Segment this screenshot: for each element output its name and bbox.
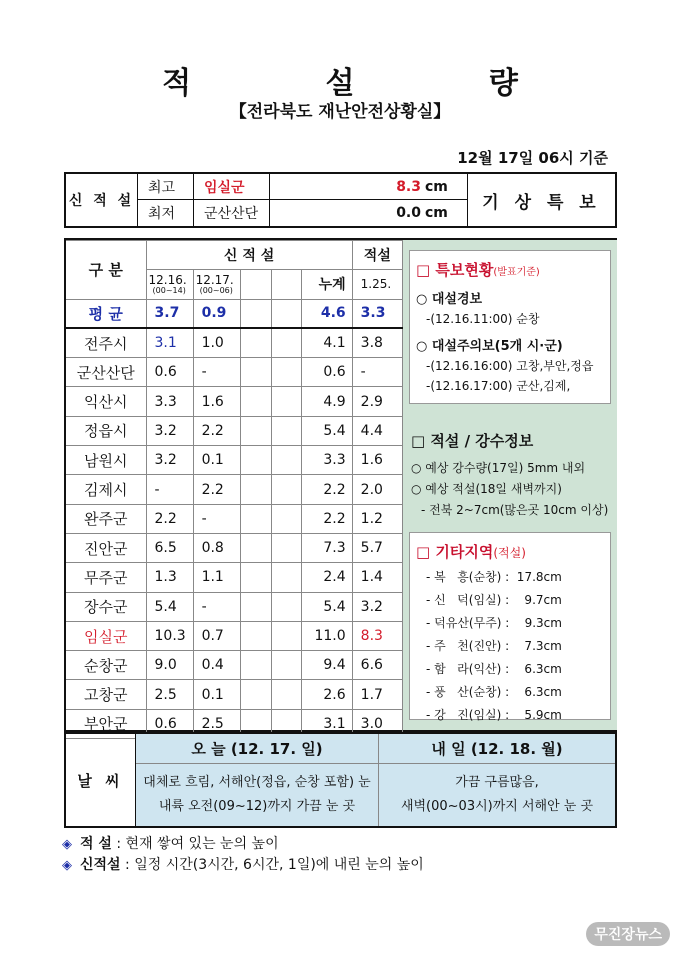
cell-day1: 2.2 — [146, 504, 193, 533]
info-panel — [403, 240, 617, 730]
min-label: 최저 — [138, 200, 194, 226]
row-name: 익산시 — [66, 387, 146, 416]
cell-depth: 3.0 — [352, 709, 402, 738]
row-name: 무주군 — [66, 563, 146, 592]
empty-cell — [240, 563, 271, 592]
summary-max-row — [138, 174, 468, 200]
row-name: 고창군 — [66, 680, 146, 709]
cell-day2: 1.6 — [193, 387, 240, 416]
cell-day2: 2.2 — [193, 475, 240, 504]
new-snow-header: 신 적 설 — [146, 241, 352, 270]
cell-cumulative: 4.6 — [302, 299, 352, 328]
min-place: 군산산단 — [194, 200, 270, 226]
cell-depth: 1.2 — [352, 504, 402, 533]
row-name: 완주군 — [66, 504, 146, 533]
cell-day1: 3.1 — [146, 328, 193, 357]
snow-info — [411, 426, 611, 518]
cell-day2: 0.1 — [193, 446, 240, 475]
today-forecast — [136, 764, 379, 826]
table-row — [66, 446, 403, 475]
cell-cumulative: 5.4 — [302, 592, 352, 621]
empty-cell — [271, 680, 302, 709]
cell-depth: 2.0 — [352, 475, 402, 504]
col-d1 — [146, 270, 193, 299]
col-depth: 1.25. — [352, 270, 402, 299]
empty-cell — [240, 270, 271, 299]
cell-cumulative: 2.4 — [302, 563, 352, 592]
cell-cumulative: 0.6 — [302, 358, 352, 387]
cell-day2: - — [193, 592, 240, 621]
footnote-snow-depth — [62, 834, 424, 855]
cell-day1: 10.3 — [146, 621, 193, 650]
cell-depth: 5.7 — [352, 533, 402, 562]
warning-card — [409, 250, 611, 404]
cell-cumulative: 2.2 — [302, 504, 352, 533]
footnote-2-key: 신적설 — [80, 857, 121, 873]
cell-day1: 0.6 — [146, 358, 193, 387]
warning-title: □ 특보현황 — [416, 261, 494, 279]
footnote-1-key: 적 설 — [80, 836, 112, 852]
cell-cumulative: 4.9 — [302, 387, 352, 416]
cell-cumulative: 2.6 — [302, 680, 352, 709]
empty-cell — [240, 387, 271, 416]
col-cum: 누계 — [302, 270, 352, 299]
empty-cell — [240, 446, 271, 475]
cell-depth: 3.3 — [352, 299, 402, 328]
cell-day1: - — [146, 475, 193, 504]
empty-cell — [240, 358, 271, 387]
empty-cell — [240, 299, 271, 328]
cell-day1: 9.0 — [146, 651, 193, 680]
table-row — [66, 387, 403, 416]
footnotes — [62, 834, 424, 876]
cell-day1: 1.3 — [146, 563, 193, 592]
cell-day1: 6.5 — [146, 533, 193, 562]
other-area-card — [409, 532, 611, 720]
empty-cell — [271, 533, 302, 562]
snow-info-line-2: ○ 예상 적설(18일 새벽까지) — [411, 482, 562, 496]
table-row — [66, 621, 403, 650]
other-area-item: - 신 덕(임실) : 9.7cm — [426, 593, 562, 607]
empty-cell — [240, 475, 271, 504]
snow-info-line-1: ○ 예상 강수량(17일) 5mm 내외 — [411, 461, 586, 475]
row-name: 전주시 — [66, 328, 146, 357]
cell-day2: - — [193, 504, 240, 533]
footnote-1-text: : 현재 쌓여 있는 눈의 높이 — [116, 836, 279, 852]
cell-cumulative: 3.1 — [302, 709, 352, 738]
empty-cell — [271, 328, 302, 357]
empty-cell — [271, 651, 302, 680]
weather-section — [64, 732, 617, 828]
other-area-item: - 복 흥(순창) : 17.8cm — [426, 570, 562, 584]
cell-depth: 3.2 — [352, 592, 402, 621]
advisory-detail-2: -(12.16.17:00) 군산,김제, — [426, 379, 571, 393]
warning-title-sub: (발표기준) — [493, 267, 540, 278]
tomorrow-header: 내 일 (12. 18. 월) — [379, 734, 615, 764]
snow-info-title: □ 적설 / 강수정보 — [411, 432, 534, 450]
table-row — [66, 592, 403, 621]
cell-day2: 0.9 — [193, 299, 240, 328]
empty-cell — [271, 475, 302, 504]
empty-cell — [271, 416, 302, 445]
new-snow-summary — [64, 172, 617, 228]
col-d1-label: 12.16. — [148, 272, 187, 287]
tomorrow-line-1: 가끔 구름많음, — [455, 775, 539, 790]
snow-info-line-3: - 전북 2~7cm(많은곳 10cm 이상) — [421, 503, 609, 517]
cell-depth: 6.6 — [352, 651, 402, 680]
today-line-1: 대체로 흐림, 서해안(정읍, 순창 포함) 눈 — [143, 775, 371, 790]
cell-cumulative: 9.4 — [302, 651, 352, 680]
row-name: 군산산단 — [66, 358, 146, 387]
heavy-snow-warning: ○ 대설경보 — [416, 292, 483, 307]
col-d2 — [193, 270, 240, 299]
diamond-bullet-icon: ◈ — [62, 858, 72, 873]
diamond-bullet-icon: ◈ — [62, 837, 72, 852]
heavy-snow-detail: -(12.16.11:00) 순창 — [426, 312, 540, 326]
row-name: 장수군 — [66, 592, 146, 621]
cell-day1: 2.5 — [146, 680, 193, 709]
cell-day2: 0.4 — [193, 651, 240, 680]
cell-depth: - — [352, 358, 402, 387]
empty-cell — [271, 563, 302, 592]
empty-cell — [271, 446, 302, 475]
cell-day1: 3.2 — [146, 446, 193, 475]
col-d1-sub: (00~14) — [152, 285, 186, 295]
cell-day1: 0.6 — [146, 709, 193, 738]
cell-cumulative: 4.1 — [302, 328, 352, 357]
cell-depth: 1.4 — [352, 563, 402, 592]
other-area-item: - 주 천(진안) : 7.3cm — [426, 639, 562, 653]
empty-cell — [240, 592, 271, 621]
cell-cumulative: 11.0 — [302, 621, 352, 650]
max-unit: cm — [425, 174, 468, 199]
cell-day1: 3.7 — [146, 299, 193, 328]
row-name: 평 균 — [66, 299, 146, 328]
watermark-logo: 무진장뉴스 — [586, 922, 670, 946]
other-area-item: - 덕유산(무주) : 9.3cm — [426, 616, 562, 630]
min-value: 0.0 — [396, 205, 421, 221]
cell-day2: 1.1 — [193, 563, 240, 592]
average-row — [66, 299, 403, 328]
empty-cell — [240, 680, 271, 709]
empty-cell — [240, 533, 271, 562]
row-name: 부안군 — [66, 709, 146, 738]
min-unit: cm — [425, 200, 468, 226]
col-d2-sub: (00~06) — [199, 285, 233, 295]
summary-min-row — [138, 200, 468, 226]
today-header: 오 늘 (12. 17. 일) — [136, 734, 379, 764]
other-title-sub: (적설) — [493, 546, 526, 560]
snow-depth-header: 적설 — [352, 241, 402, 270]
row-name: 순창군 — [66, 651, 146, 680]
row-name: 진안군 — [66, 533, 146, 562]
advisory-detail-1: -(12.16.16:00) 고창,부안,정읍 — [426, 359, 594, 373]
cell-depth: 1.6 — [352, 446, 402, 475]
cell-day2: 0.8 — [193, 533, 240, 562]
row-name: 김제시 — [66, 475, 146, 504]
cell-day2: 1.0 — [193, 328, 240, 357]
empty-cell — [240, 651, 271, 680]
snow-table — [66, 240, 403, 739]
table-row — [66, 680, 403, 709]
cell-cumulative: 2.2 — [302, 475, 352, 504]
table-row — [66, 328, 403, 357]
page-title: 적 설 량 — [162, 66, 580, 101]
cell-day2: - — [193, 358, 240, 387]
table-row — [66, 358, 403, 387]
today-line-2: 내륙 오전(09~12)까지 가끔 눈 곳 — [158, 799, 356, 814]
cell-cumulative: 5.4 — [302, 416, 352, 445]
cell-day1: 3.3 — [146, 387, 193, 416]
summary-label: 신 적 설 — [66, 174, 138, 226]
tomorrow-line-2: 새벽(00~03시)까지 서해안 눈 곳 — [400, 799, 594, 814]
cell-depth: 1.7 — [352, 680, 402, 709]
cell-cumulative: 7.3 — [302, 533, 352, 562]
row-name: 정읍시 — [66, 416, 146, 445]
table-row — [66, 563, 403, 592]
empty-cell — [271, 299, 302, 328]
empty-cell — [240, 416, 271, 445]
cell-day1: 3.2 — [146, 416, 193, 445]
cell-depth: 4.4 — [352, 416, 402, 445]
other-area-item: - 강 진(임실) : 5.9cm — [426, 708, 562, 722]
warning-header: 기 상 특 보 — [482, 192, 601, 213]
max-value: 8.3 — [396, 178, 421, 195]
col-group-label: 구 분 — [66, 241, 146, 300]
empty-cell — [240, 504, 271, 533]
max-place: 임실군 — [194, 174, 270, 199]
max-label: 최고 — [138, 174, 194, 199]
table-row — [66, 475, 403, 504]
other-area-item: - 풍 산(순창) : 6.3cm — [426, 685, 562, 699]
basis-time: 12월 17일 06시 기준 — [457, 149, 608, 167]
row-name: 임실군 — [66, 621, 146, 650]
table-row — [66, 533, 403, 562]
empty-cell — [271, 358, 302, 387]
col-d2-label: 12.17. — [195, 272, 234, 287]
weather-label: 날 씨 — [66, 734, 136, 826]
empty-cell — [271, 387, 302, 416]
other-area-item: - 함 라(익산) : 6.3cm — [426, 662, 562, 676]
tomorrow-forecast — [379, 764, 615, 826]
footnote-2-text: : 일정 시간(3시간, 6시간, 1일)에 내린 눈의 높이 — [125, 857, 424, 873]
cell-depth: 8.3 — [352, 621, 402, 650]
cell-day1: 5.4 — [146, 592, 193, 621]
table-row — [66, 416, 403, 445]
empty-cell — [271, 621, 302, 650]
cell-day2: 2.5 — [193, 709, 240, 738]
cell-depth: 3.8 — [352, 328, 402, 357]
snow-advisory: ○ 대설주의보(5개 시·군) — [416, 339, 563, 354]
page-subtitle: 【전라북도 재난안전상황실】 — [229, 102, 451, 122]
snow-table-section — [64, 238, 617, 732]
cell-day2: 0.7 — [193, 621, 240, 650]
table-row — [66, 504, 403, 533]
cell-cumulative: 3.3 — [302, 446, 352, 475]
empty-cell — [271, 504, 302, 533]
cell-day2: 0.1 — [193, 680, 240, 709]
footnote-new-snow — [62, 855, 424, 876]
empty-cell — [271, 592, 302, 621]
other-title: □ 기타지역 — [416, 543, 494, 561]
other-area-list — [416, 568, 604, 723]
empty-cell — [271, 270, 302, 299]
empty-cell — [240, 621, 271, 650]
cell-depth: 2.9 — [352, 387, 402, 416]
row-name: 남원시 — [66, 446, 146, 475]
empty-cell — [240, 328, 271, 357]
cell-day2: 2.2 — [193, 416, 240, 445]
table-row — [66, 651, 403, 680]
